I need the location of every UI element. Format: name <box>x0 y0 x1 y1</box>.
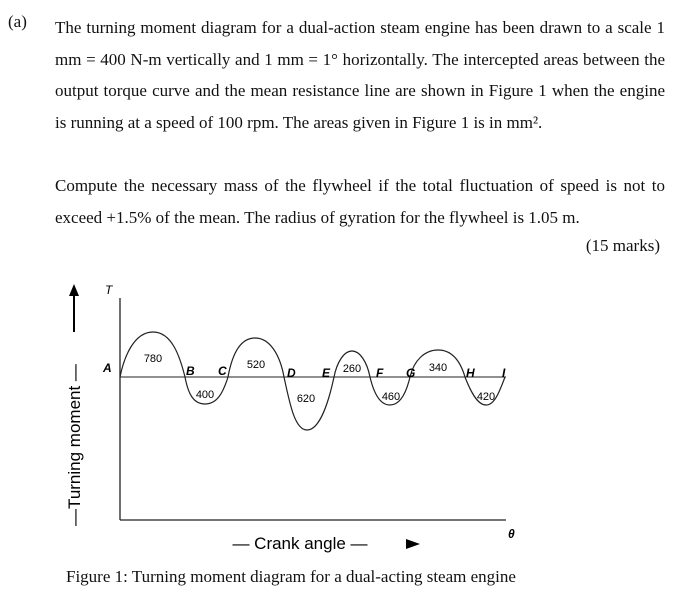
x-axis-symbol: θ <box>508 527 515 541</box>
x-axis-label: — Crank angle — <box>232 534 368 553</box>
area-label-620: 620 <box>296 393 316 405</box>
point-label-h: H <box>466 366 475 380</box>
point-label-g: G <box>406 366 416 380</box>
point-label-e: E <box>322 366 331 380</box>
point-label-i: I <box>502 366 506 380</box>
area-label-780: 780 <box>143 353 163 365</box>
point-label-d: D <box>287 366 296 380</box>
x-axis-arrow-head <box>406 539 420 549</box>
area-label-420: 420 <box>476 391 496 403</box>
point-label-f: F <box>376 366 384 380</box>
point-label-a: A <box>103 361 112 375</box>
turning-moment-curve <box>120 332 505 430</box>
y-axis-label: —Turning moment — <box>65 364 84 526</box>
figure-caption: Figure 1: Turning moment diagram for a dual-acting steam engine <box>66 567 516 586</box>
turning-moment-diagram <box>0 270 700 565</box>
area-label-520: 520 <box>246 359 266 371</box>
area-label-460: 460 <box>381 391 401 403</box>
area-label-400: 400 <box>195 389 215 401</box>
point-label-c: C <box>218 364 227 378</box>
y-axis-arrow-head <box>69 284 79 296</box>
question-label: (a) <box>8 12 27 31</box>
marks-label: (15 marks) <box>585 236 660 255</box>
question-paragraph-1: The turning moment diagram for a dual-action steam engine has been drawn to a scale 1 mm = 400 N-m vertically and 1 mm = 1° horizontally. The intercepted areas between the output torque curve and the mean resistance line are shown in Figure 1 when the engine is running at a speed of 100 rpm. The areas given in Figure 1 is in mm². <box>55 18 665 132</box>
question-paragraph-2: Compute the necessary mass of the flywheel if the total fluctuation of speed is not to exceed +1.5% of the mean. The radius of gyration for the flywheel is 1.05 m. <box>55 176 665 227</box>
y-axis-symbol: T <box>105 283 113 297</box>
point-label-b: B <box>186 364 195 378</box>
area-label-340: 340 <box>428 362 448 374</box>
area-label-260: 260 <box>342 363 362 375</box>
